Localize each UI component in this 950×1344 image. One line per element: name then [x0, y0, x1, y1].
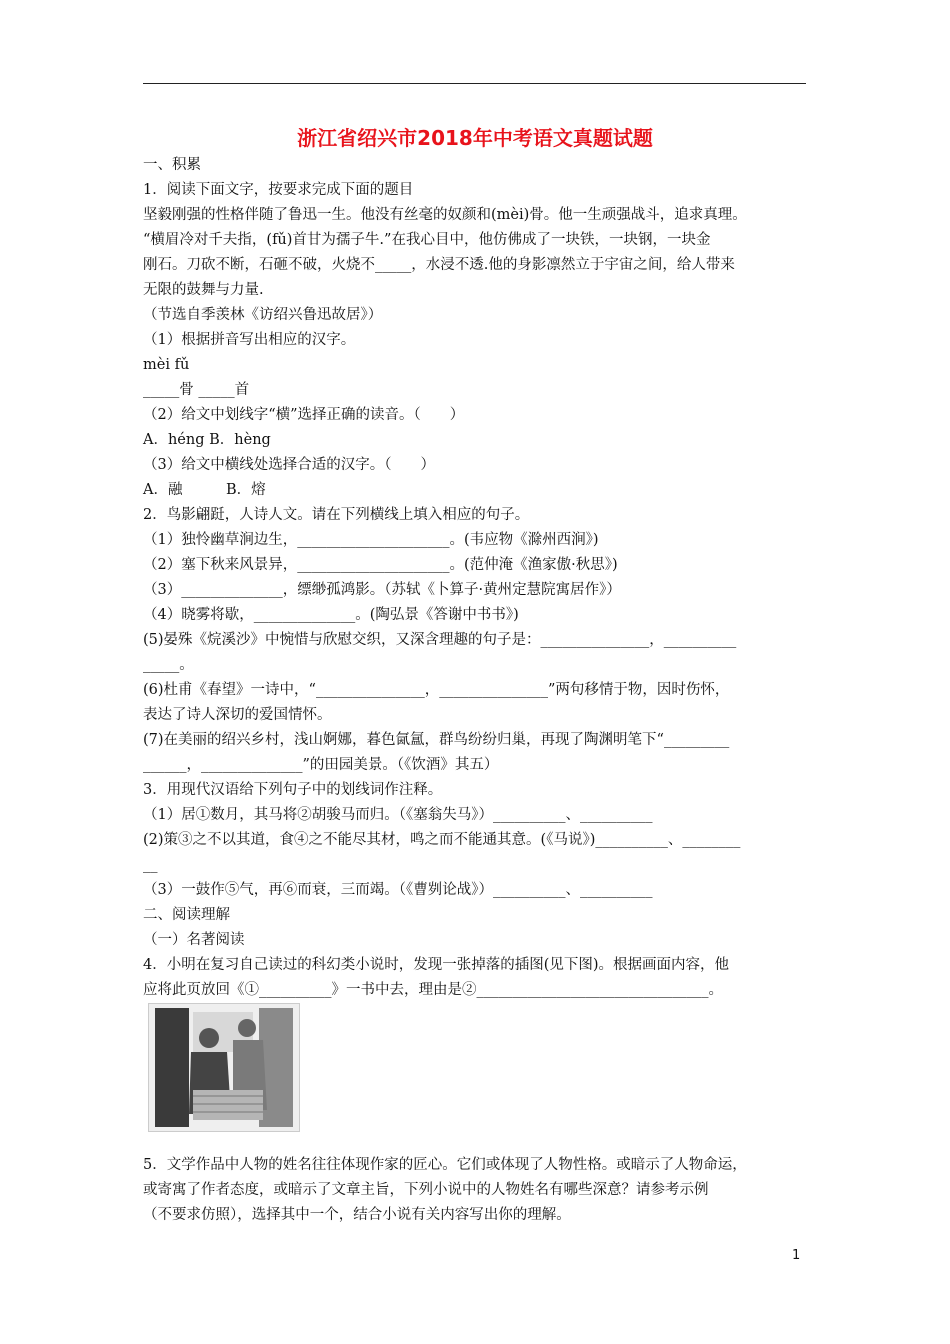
text-line: （2）给文中划线字“横”选择正确的读音。（ ） — [143, 407, 465, 423]
text-line: 1．阅读下面文字，按要求完成下面的题目 — [143, 182, 414, 198]
text-line: (6)杜甫《春望》一诗中，“_______________，_______________”两句移情于物，因时伤怀， — [143, 682, 730, 698]
text-line: 二、阅读理解 — [143, 907, 230, 923]
text-line: 刚石。刀砍不断，石砸不破，火烧不_____，水浸不透.他的身影凛然立于宇宙之间，给人带来 — [143, 257, 735, 273]
text-line: （节选自季羡林《访绍兴鲁迅故居》） — [143, 307, 383, 323]
text-line: （不要求仿照），选择其中一个，结合小说有关内容写出你的理解。 — [143, 1207, 571, 1223]
text-line: 或寄寓了作者态度，或暗示了文章主旨，下列小说中的人物姓名有哪些深意？请参考示例 — [143, 1182, 709, 1198]
text-line: （1）居①数月，其马将②胡骏马而归。（《塞翁失马》）__________、__________ — [143, 807, 653, 823]
text-line: ______，______________”的田园美景。（《饮酒》其五） — [143, 757, 499, 773]
text-line: （一）名著阅读 — [143, 932, 245, 948]
text-line: （3）______________，缥缈孤鸿影。（苏轼《卜算子·黄州定慧院寓居作》） — [143, 582, 621, 598]
text-line: 坚毅刚强的性格伴随了鲁迅一生。他没有丝毫的奴颜和(mèi)骨。他一生顽强战斗，追求真理。 — [143, 207, 747, 223]
text-line: 表达了诗人深切的爱国情怀。 — [143, 707, 332, 723]
text-line: （3）给文中横线处选择合适的汉字。（ ） — [143, 457, 435, 473]
text-line: （3）一鼓作⑤气，再⑥而衰，三而竭。（《曹刿论战》）__________、__________ — [143, 882, 653, 898]
text-line: 3．用现代汉语给下列句子中的划线词作注释。 — [143, 782, 443, 798]
text-line: 一、积累 — [143, 157, 201, 173]
text-line: mèi fǔ — [143, 357, 190, 373]
header-rule — [143, 83, 806, 84]
text-line: （1）独怜幽草涧边生，_____________________。(韦应物《滁州西涧》) — [143, 532, 599, 548]
illustration-sketch — [149, 1004, 299, 1131]
text-line: （4）晓雾将歇，______________。(陶弘景《答谢中书书》) — [143, 607, 519, 623]
text-line: “横眉冷对千夫指，(fǔ)首甘为孺子牛.”在我心目中，他仿佛成了一块铁，一块钢，一块金 — [143, 232, 711, 248]
text-line: 2．鸟影翩跹，人诗人文。请在下列横线上填入相应的句子。 — [143, 507, 530, 523]
text-line: _____。 — [143, 657, 194, 673]
text-line: A．融 B．熔 — [143, 482, 266, 498]
text-line: _____骨 _____首 — [143, 382, 250, 398]
page-number: 1 — [792, 1248, 801, 1263]
text-line: 无限的鼓舞与力量. — [143, 282, 264, 298]
text-line: （2）塞下秋来风景异，_____________________。(范仲淹《渔家傲·秋思》) — [143, 557, 618, 573]
text-line: 应将此页放回《①__________》一书中去，理由是②________________________________。 — [143, 982, 723, 998]
text-line: (7)在美丽的绍兴乡村，浅山婀娜，暮色氤氲，群鸟纷纷归巢，再现了陶渊明笔下“_________ — [143, 732, 730, 748]
text-line: (2)策③之不以其道，食④之不能尽其材，鸣之而不能通其意。(《马说》)__________、________ — [143, 832, 741, 848]
text-line: （1）根据拼音写出相应的汉字。 — [143, 332, 356, 348]
text-line: A．héng B．hèng — [143, 432, 271, 448]
illustration-image — [148, 1003, 300, 1132]
text-line: 4．小明在复习自己读过的科幻类小说时，发现一张掉落的插图(见下图)。根据画面内容，他 — [143, 957, 730, 973]
text-line: (5)晏殊《烷溪沙》中惋惜与欣慰交织，又深含理趣的句子是：_______________，__________ — [143, 632, 737, 648]
text-line: 5．文学作品中人物的姓名往往体现作家的匠心。它们或体现了人物性格。或暗示了人物命运， — [143, 1157, 747, 1173]
text-line: __ — [143, 857, 158, 873]
page-title: 浙江省绍兴市2018年中考语文真题试题 — [297, 126, 653, 150]
